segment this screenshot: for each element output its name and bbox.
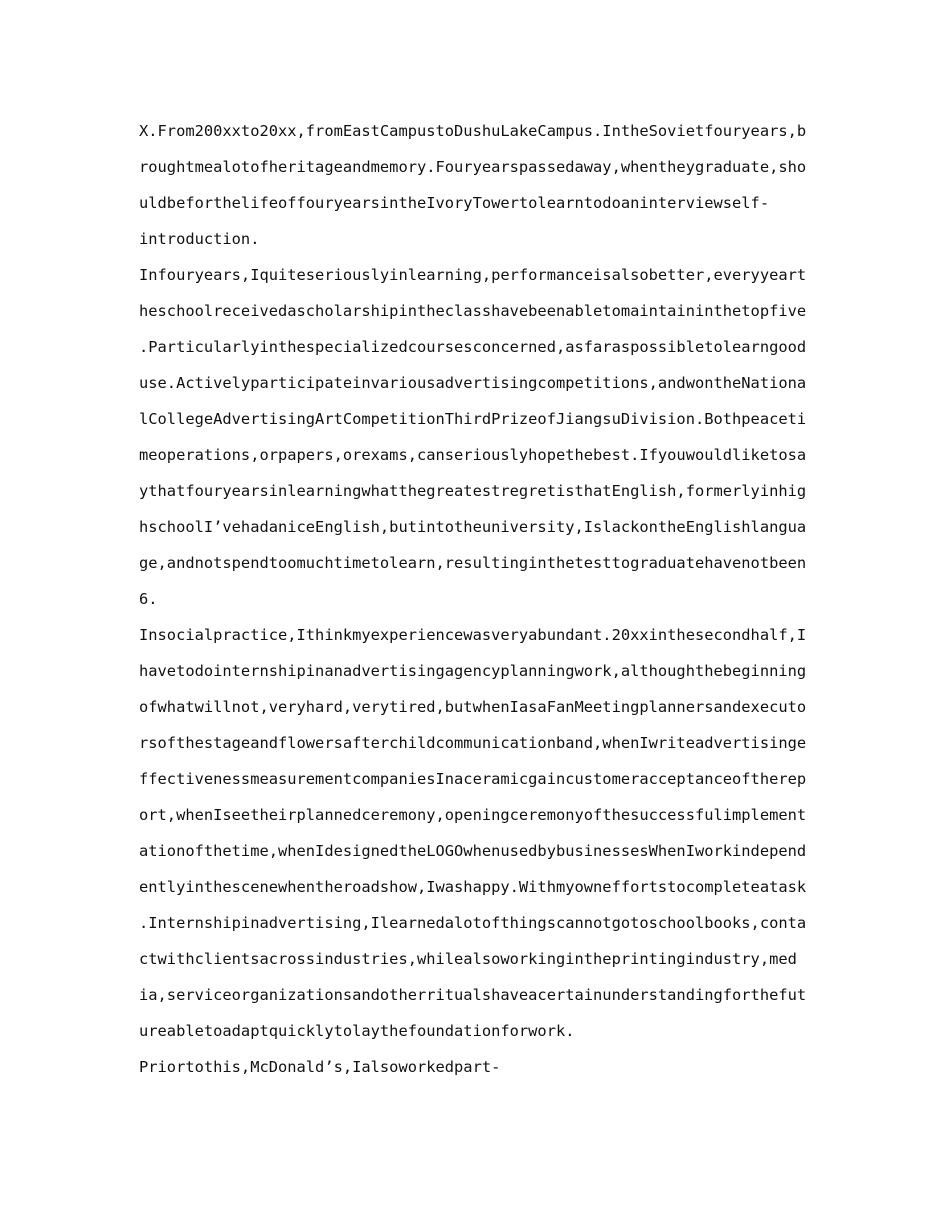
text-line: ge,andnotspendtoomuchtimetolearn,resultinginthetesttograduatehavenotbeen	[139, 554, 807, 572]
text-line: Insocialpractice,Ithinkmyexperiencewasveryabundant.20xxinthesecondhalf,I	[139, 626, 807, 644]
text-line: ia,serviceorganizationsandotherritualshaveacertainunderstandingforthefut	[139, 986, 807, 1004]
text-line: roughtmealotofheritageandmemory.Fouryearspassedaway,whentheygraduate,sho	[139, 158, 807, 176]
text-line: havetodointernshipinanadvertisingagencyplanningwork,althoughthebeginning	[139, 662, 807, 680]
text-line: rsofthestageandflowersafterchildcommunicationband,whenIwriteadvertisinge	[139, 734, 807, 752]
text-line: Priortothis,McDonald’s,Ialsoworkedpart-	[139, 1058, 501, 1076]
text-line: use.Activelyparticipateinvariousadvertisingcompetitions,andwontheNationa	[139, 374, 807, 392]
text-line: ctwithclientsacrossindustries,whilealsoworkingintheprintingindustry,med	[139, 950, 797, 968]
text-line: ythatfouryearsinlearningwhatthegreatestregretisthatEnglish,formerlyinhig	[139, 482, 807, 500]
text-line: .Internshipinadvertising,Ilearnedalotofthingscannotgotoschoolbooks,conta	[139, 914, 807, 932]
document-body	[139, 118, 815, 1090]
text-line: ort,whenIseetheirplannedceremony,openingceremonyofthesuccessfulimplement	[139, 806, 807, 824]
text-line: ofwhatwillnot,veryhard,verytired,butwhenIasaFanMeetingplannersandexecuto	[139, 698, 807, 716]
text-line: entlyinthescenewhentheroadshow,Iwashappy.Withmyowneffortstocompleteatask	[139, 878, 807, 896]
text-line: lCollegeAdvertisingArtCompetitionThirdPrizeofJiangsuDivision.Bothpeaceti	[139, 410, 807, 428]
text-line: .Particularlyinthespecializedcoursesconcerned,asfaraspossibletolearngood	[139, 338, 807, 356]
text-line: ationofthetime,whenIdesignedtheLOGOwhenusedbybusinessesWhenIworkindepend	[139, 842, 807, 860]
text-line: uldbeforthelifeoffouryearsintheIvoryTowertolearntodoaninterviewself-	[139, 194, 770, 212]
text-line: heschoolreceivedascholarshipintheclasshavebeenabletomaintaininthetopfive	[139, 302, 807, 320]
text-line: Infouryears,Iquiteseriouslyinlearning,performanceisalsobetter,everyyeart	[139, 266, 807, 284]
text-line: introduction.	[139, 230, 260, 248]
text-line: 6.	[139, 590, 158, 608]
text-line: meoperations,orpapers,orexams,canseriouslyhopethebest.Ifyouwouldliketosa	[139, 446, 807, 464]
text-line: ffectivenessmeasurementcompaniesInaceramicgaincustomeracceptanceoftherep	[139, 770, 807, 788]
text-line: hschoolI’vehadaniceEnglish,butintotheuniversity,IslackontheEnglishlangua	[139, 518, 807, 536]
text-line: ureabletoadaptquicklytolaythefoundationforwork.	[139, 1022, 575, 1040]
text-line: X.From200xxto20xx,fromEastCampustoDushuLakeCampus.IntheSovietfouryears,b	[139, 122, 807, 140]
